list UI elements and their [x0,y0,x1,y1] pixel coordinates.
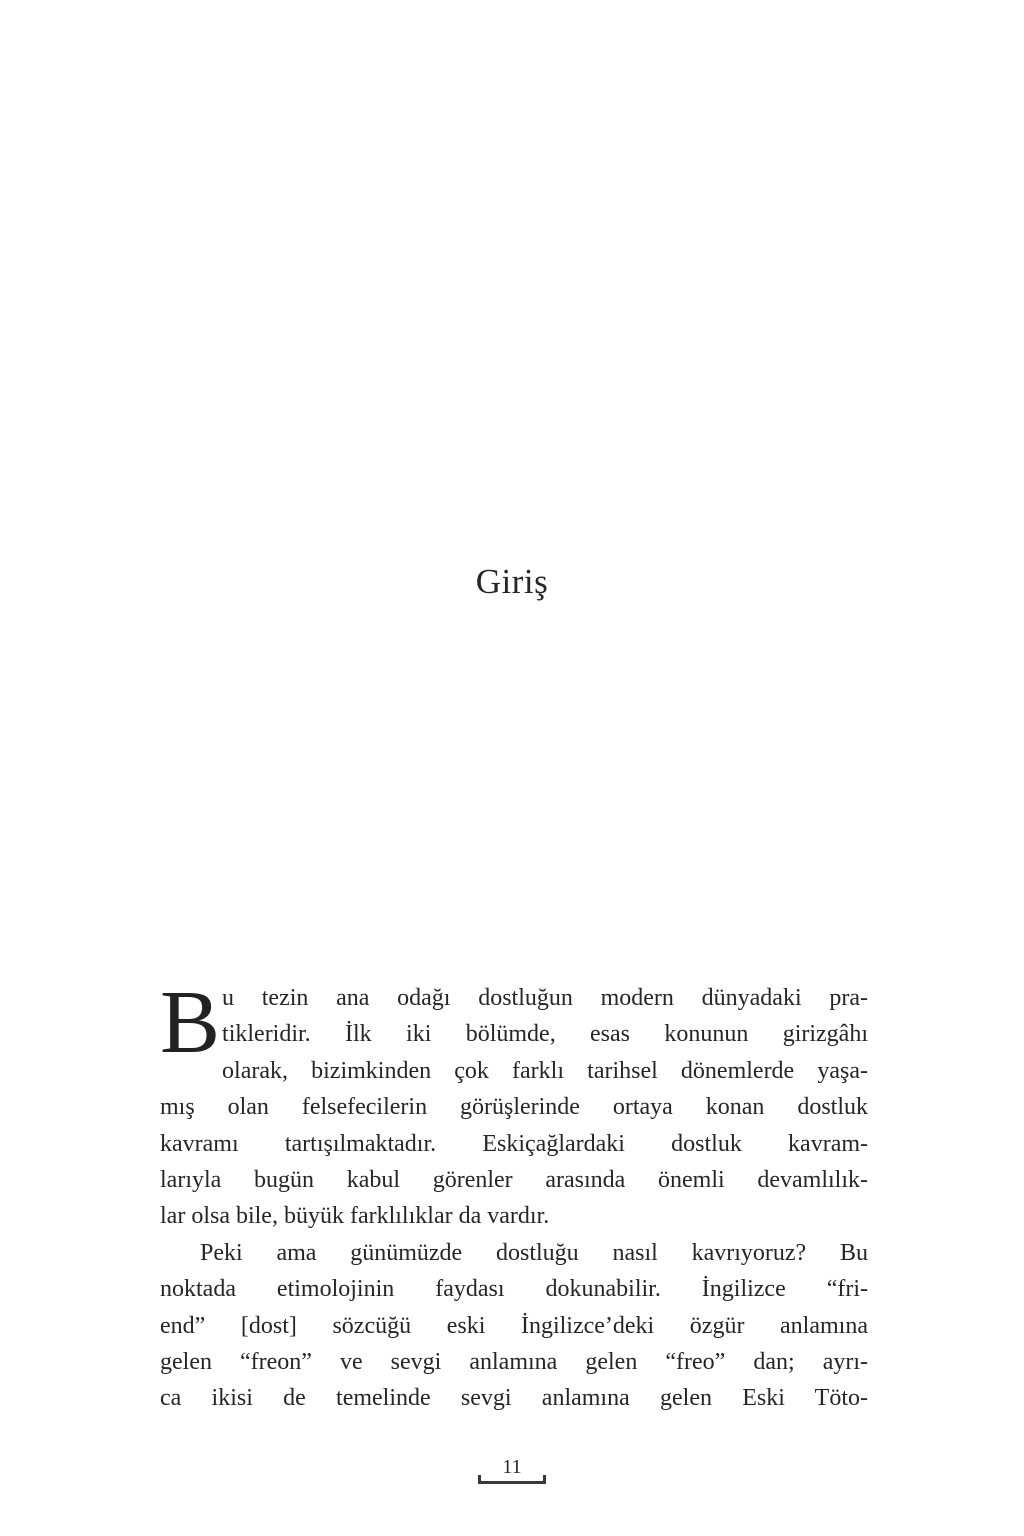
text-line: larıyla bugün kabul görenler arasında önemli devamlılık- [160,1166,868,1193]
page-number-rule [478,1481,546,1484]
text-line: gelen “freon” ve sevgi anlamına gelen “freo” dan; ayrı- [160,1348,868,1375]
text-line: noktada etimolojinin faydası dokunabilir. İngilizce “fri- [160,1276,868,1303]
text-line: kavramı tartışılmaktadır. Eskiçağlardaki dostluk kavram- [160,1130,868,1157]
drop-cap: B [160,973,221,1072]
text-line: lar olsa bile, büyük farklılıklar da vardır. [160,1203,550,1230]
page-footer [478,1453,546,1493]
paragraph-2 [160,1235,868,1417]
paragraph-1 [160,973,868,1235]
text-line: mış olan felsefecilerin görüşlerinde ortaya konan dostluk [160,1094,868,1121]
text-line: u tezin ana odağı dostluğun modern dünyadaki pra- [222,985,868,1011]
text-line: tikleridir. İlk iki bölümde, esas konunun girizgâhı [222,1021,868,1048]
text-line: ca ikisi de temelinde sevgi anlamına gelen Eski Töto- [160,1385,868,1412]
text-line: Peki ama günümüzde dostluğu nasıl kavrıyoruz? Bu [200,1239,868,1266]
chapter-title: Giriş [475,562,549,601]
text-line: olarak, bizimkinden çok farklı tarihsel dönemlerde yaşa- [222,1057,868,1084]
body-text [160,973,868,1417]
page-number: 11 [502,1456,522,1478]
text-line: end” [dost] sözcüğü eski İngilizce’deki özgür anlamına [160,1312,868,1339]
